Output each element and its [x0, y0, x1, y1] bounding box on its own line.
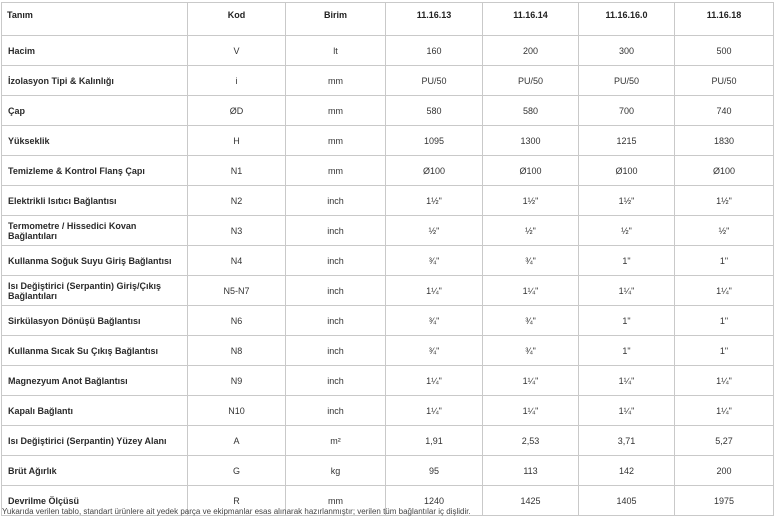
- row-value-model-3: 142: [579, 456, 675, 486]
- row-value-model-2: 1¼": [483, 396, 579, 426]
- row-value-model-4: 1¼": [675, 366, 774, 396]
- row-value-model-4: 740: [675, 96, 774, 126]
- row-label: Devrilme Ölçüsü: [2, 486, 188, 516]
- row-value-model-1: 1,91: [386, 426, 483, 456]
- row-value-model-3: 700: [579, 96, 675, 126]
- row-value-model-1: 1½": [386, 186, 483, 216]
- row-label: Kullanma Sıcak Su Çıkış Bağlantısı: [2, 336, 188, 366]
- row-value-model-4: 1": [675, 306, 774, 336]
- row-value-model-1: ¾": [386, 246, 483, 276]
- row-value-model-4: ½": [675, 216, 774, 246]
- table-row: [2, 216, 774, 246]
- table-row: [2, 336, 774, 366]
- row-value-model-2: 580: [483, 96, 579, 126]
- table-row: [2, 186, 774, 216]
- row-unit: lt: [286, 36, 386, 66]
- row-value-model-3: 1¼": [579, 396, 675, 426]
- row-code: G: [188, 456, 286, 486]
- row-value-model-4: 1": [675, 246, 774, 276]
- row-label: Isı Değiştirici (Serpantin) Giriş/Çıkış Bağlantıları: [2, 276, 188, 306]
- row-unit: m²: [286, 426, 386, 456]
- row-value-model-1: ¾": [386, 306, 483, 336]
- row-value-model-3: 1": [579, 306, 675, 336]
- table-row: [2, 366, 774, 396]
- column-header-birim: Birim: [286, 3, 386, 36]
- row-unit: inch: [286, 306, 386, 336]
- row-value-model-3: ½": [579, 216, 675, 246]
- row-value-model-4: 1975: [675, 486, 774, 516]
- row-value-model-2: 1¼": [483, 366, 579, 396]
- row-label: Kullanma Soğuk Suyu Giriş Bağlantısı: [2, 246, 188, 276]
- row-value-model-3: PU/50: [579, 66, 675, 96]
- column-header-model-2: 11.16.14: [483, 3, 579, 36]
- row-value-model-2: ¾": [483, 246, 579, 276]
- row-value-model-3: 1": [579, 336, 675, 366]
- column-header-tanim: Tanım: [2, 3, 188, 36]
- row-label: Temizleme & Kontrol Flanş Çapı: [2, 156, 188, 186]
- row-value-model-2: Ø100: [483, 156, 579, 186]
- row-label: Brüt Ağırlık: [2, 456, 188, 486]
- row-code: i: [188, 66, 286, 96]
- row-value-model-2: 200: [483, 36, 579, 66]
- row-code: N1: [188, 156, 286, 186]
- row-value-model-3: 300: [579, 36, 675, 66]
- row-unit: mm: [286, 156, 386, 186]
- row-label: Yükseklik: [2, 126, 188, 156]
- row-unit: inch: [286, 246, 386, 276]
- row-unit: inch: [286, 396, 386, 426]
- row-unit: mm: [286, 66, 386, 96]
- row-value-model-4: 1½": [675, 186, 774, 216]
- row-label: Kapalı Bağlantı: [2, 396, 188, 426]
- row-value-model-3: Ø100: [579, 156, 675, 186]
- row-value-model-1: 1240: [386, 486, 483, 516]
- row-value-model-1: 1¼": [386, 396, 483, 426]
- row-value-model-4: Ø100: [675, 156, 774, 186]
- table-row: [2, 66, 774, 96]
- row-label: Hacim: [2, 36, 188, 66]
- row-code: V: [188, 36, 286, 66]
- row-value-model-1: ¾": [386, 336, 483, 366]
- row-label: Sirkülasyon Dönüşü Bağlantısı: [2, 306, 188, 336]
- row-label: Çap: [2, 96, 188, 126]
- row-unit: kg: [286, 456, 386, 486]
- row-value-model-1: 160: [386, 36, 483, 66]
- row-value-model-2: PU/50: [483, 66, 579, 96]
- table-row: [2, 126, 774, 156]
- table-row: [2, 456, 774, 486]
- row-value-model-1: 580: [386, 96, 483, 126]
- row-unit: inch: [286, 366, 386, 396]
- row-value-model-2: ¾": [483, 336, 579, 366]
- row-value-model-2: 1425: [483, 486, 579, 516]
- table-row: [2, 276, 774, 306]
- table-row: [2, 426, 774, 456]
- row-value-model-1: ½": [386, 216, 483, 246]
- row-value-model-1: 1¼": [386, 366, 483, 396]
- row-code: N6: [188, 306, 286, 336]
- row-value-model-2: ¾": [483, 306, 579, 336]
- row-code: R: [188, 486, 286, 516]
- row-code: N2: [188, 186, 286, 216]
- row-code: A: [188, 426, 286, 456]
- row-value-model-4: 1¼": [675, 396, 774, 426]
- row-value-model-3: 1405: [579, 486, 675, 516]
- table-header-row: [2, 3, 774, 36]
- row-value-model-4: 5,27: [675, 426, 774, 456]
- row-value-model-4: 500: [675, 36, 774, 66]
- row-value-model-4: 1¼": [675, 276, 774, 306]
- row-value-model-3: 1½": [579, 186, 675, 216]
- column-header-model-4: 11.16.18: [675, 3, 774, 36]
- row-value-model-4: 1830: [675, 126, 774, 156]
- row-code: H: [188, 126, 286, 156]
- row-value-model-3: 3,71: [579, 426, 675, 456]
- row-value-model-3: 1": [579, 246, 675, 276]
- row-code: ØD: [188, 96, 286, 126]
- column-header-model-1: 11.16.13: [386, 3, 483, 36]
- column-header-model-3: 11.16.16.0: [579, 3, 675, 36]
- row-value-model-1: 1095: [386, 126, 483, 156]
- row-value-model-1: PU/50: [386, 66, 483, 96]
- row-code: N9: [188, 366, 286, 396]
- row-value-model-1: Ø100: [386, 156, 483, 186]
- row-value-model-2: 1300: [483, 126, 579, 156]
- row-unit: inch: [286, 276, 386, 306]
- row-code: N8: [188, 336, 286, 366]
- row-code: N4: [188, 246, 286, 276]
- row-value-model-4: PU/50: [675, 66, 774, 96]
- row-unit: inch: [286, 336, 386, 366]
- spec-table: [1, 2, 774, 516]
- row-label: Elektrikli Isıtıcı Bağlantısı: [2, 186, 188, 216]
- row-value-model-2: 1½": [483, 186, 579, 216]
- row-label: Magnezyum Anot Bağlantısı: [2, 366, 188, 396]
- row-value-model-2: 1¼": [483, 276, 579, 306]
- row-unit: inch: [286, 186, 386, 216]
- table-row: [2, 36, 774, 66]
- row-value-model-3: 1215: [579, 126, 675, 156]
- row-label: Isı Değiştirici (Serpantin) Yüzey Alanı: [2, 426, 188, 456]
- row-code: N10: [188, 396, 286, 426]
- row-value-model-1: 95: [386, 456, 483, 486]
- table-row: [2, 246, 774, 276]
- row-label: İzolasyon Tipi & Kalınlığı: [2, 66, 188, 96]
- row-unit: inch: [286, 216, 386, 246]
- row-value-model-3: 1¼": [579, 366, 675, 396]
- table-row: [2, 96, 774, 126]
- table-row: [2, 156, 774, 186]
- footnote: Yukarıda verilen tablo, standart ürünlere ait yedek parça ve ekipmanlar esas alınarak hazırlanmıştır; verilen tüm bağlantılar iç dişlidir.: [2, 507, 471, 516]
- row-value-model-1: 1¼": [386, 276, 483, 306]
- row-code: N5-N7: [188, 276, 286, 306]
- row-value-model-2: 2,53: [483, 426, 579, 456]
- row-label: Termometre / Hissedici Kovan Bağlantıları: [2, 216, 188, 246]
- row-unit: mm: [286, 486, 386, 516]
- row-value-model-4: 200: [675, 456, 774, 486]
- row-value-model-4: 1": [675, 336, 774, 366]
- row-unit: mm: [286, 96, 386, 126]
- column-header-kod: Kod: [188, 3, 286, 36]
- row-value-model-2: 113: [483, 456, 579, 486]
- row-unit: mm: [286, 126, 386, 156]
- row-code: N3: [188, 216, 286, 246]
- row-value-model-2: ½": [483, 216, 579, 246]
- table-row: [2, 306, 774, 336]
- row-value-model-3: 1¼": [579, 276, 675, 306]
- table-row: [2, 396, 774, 426]
